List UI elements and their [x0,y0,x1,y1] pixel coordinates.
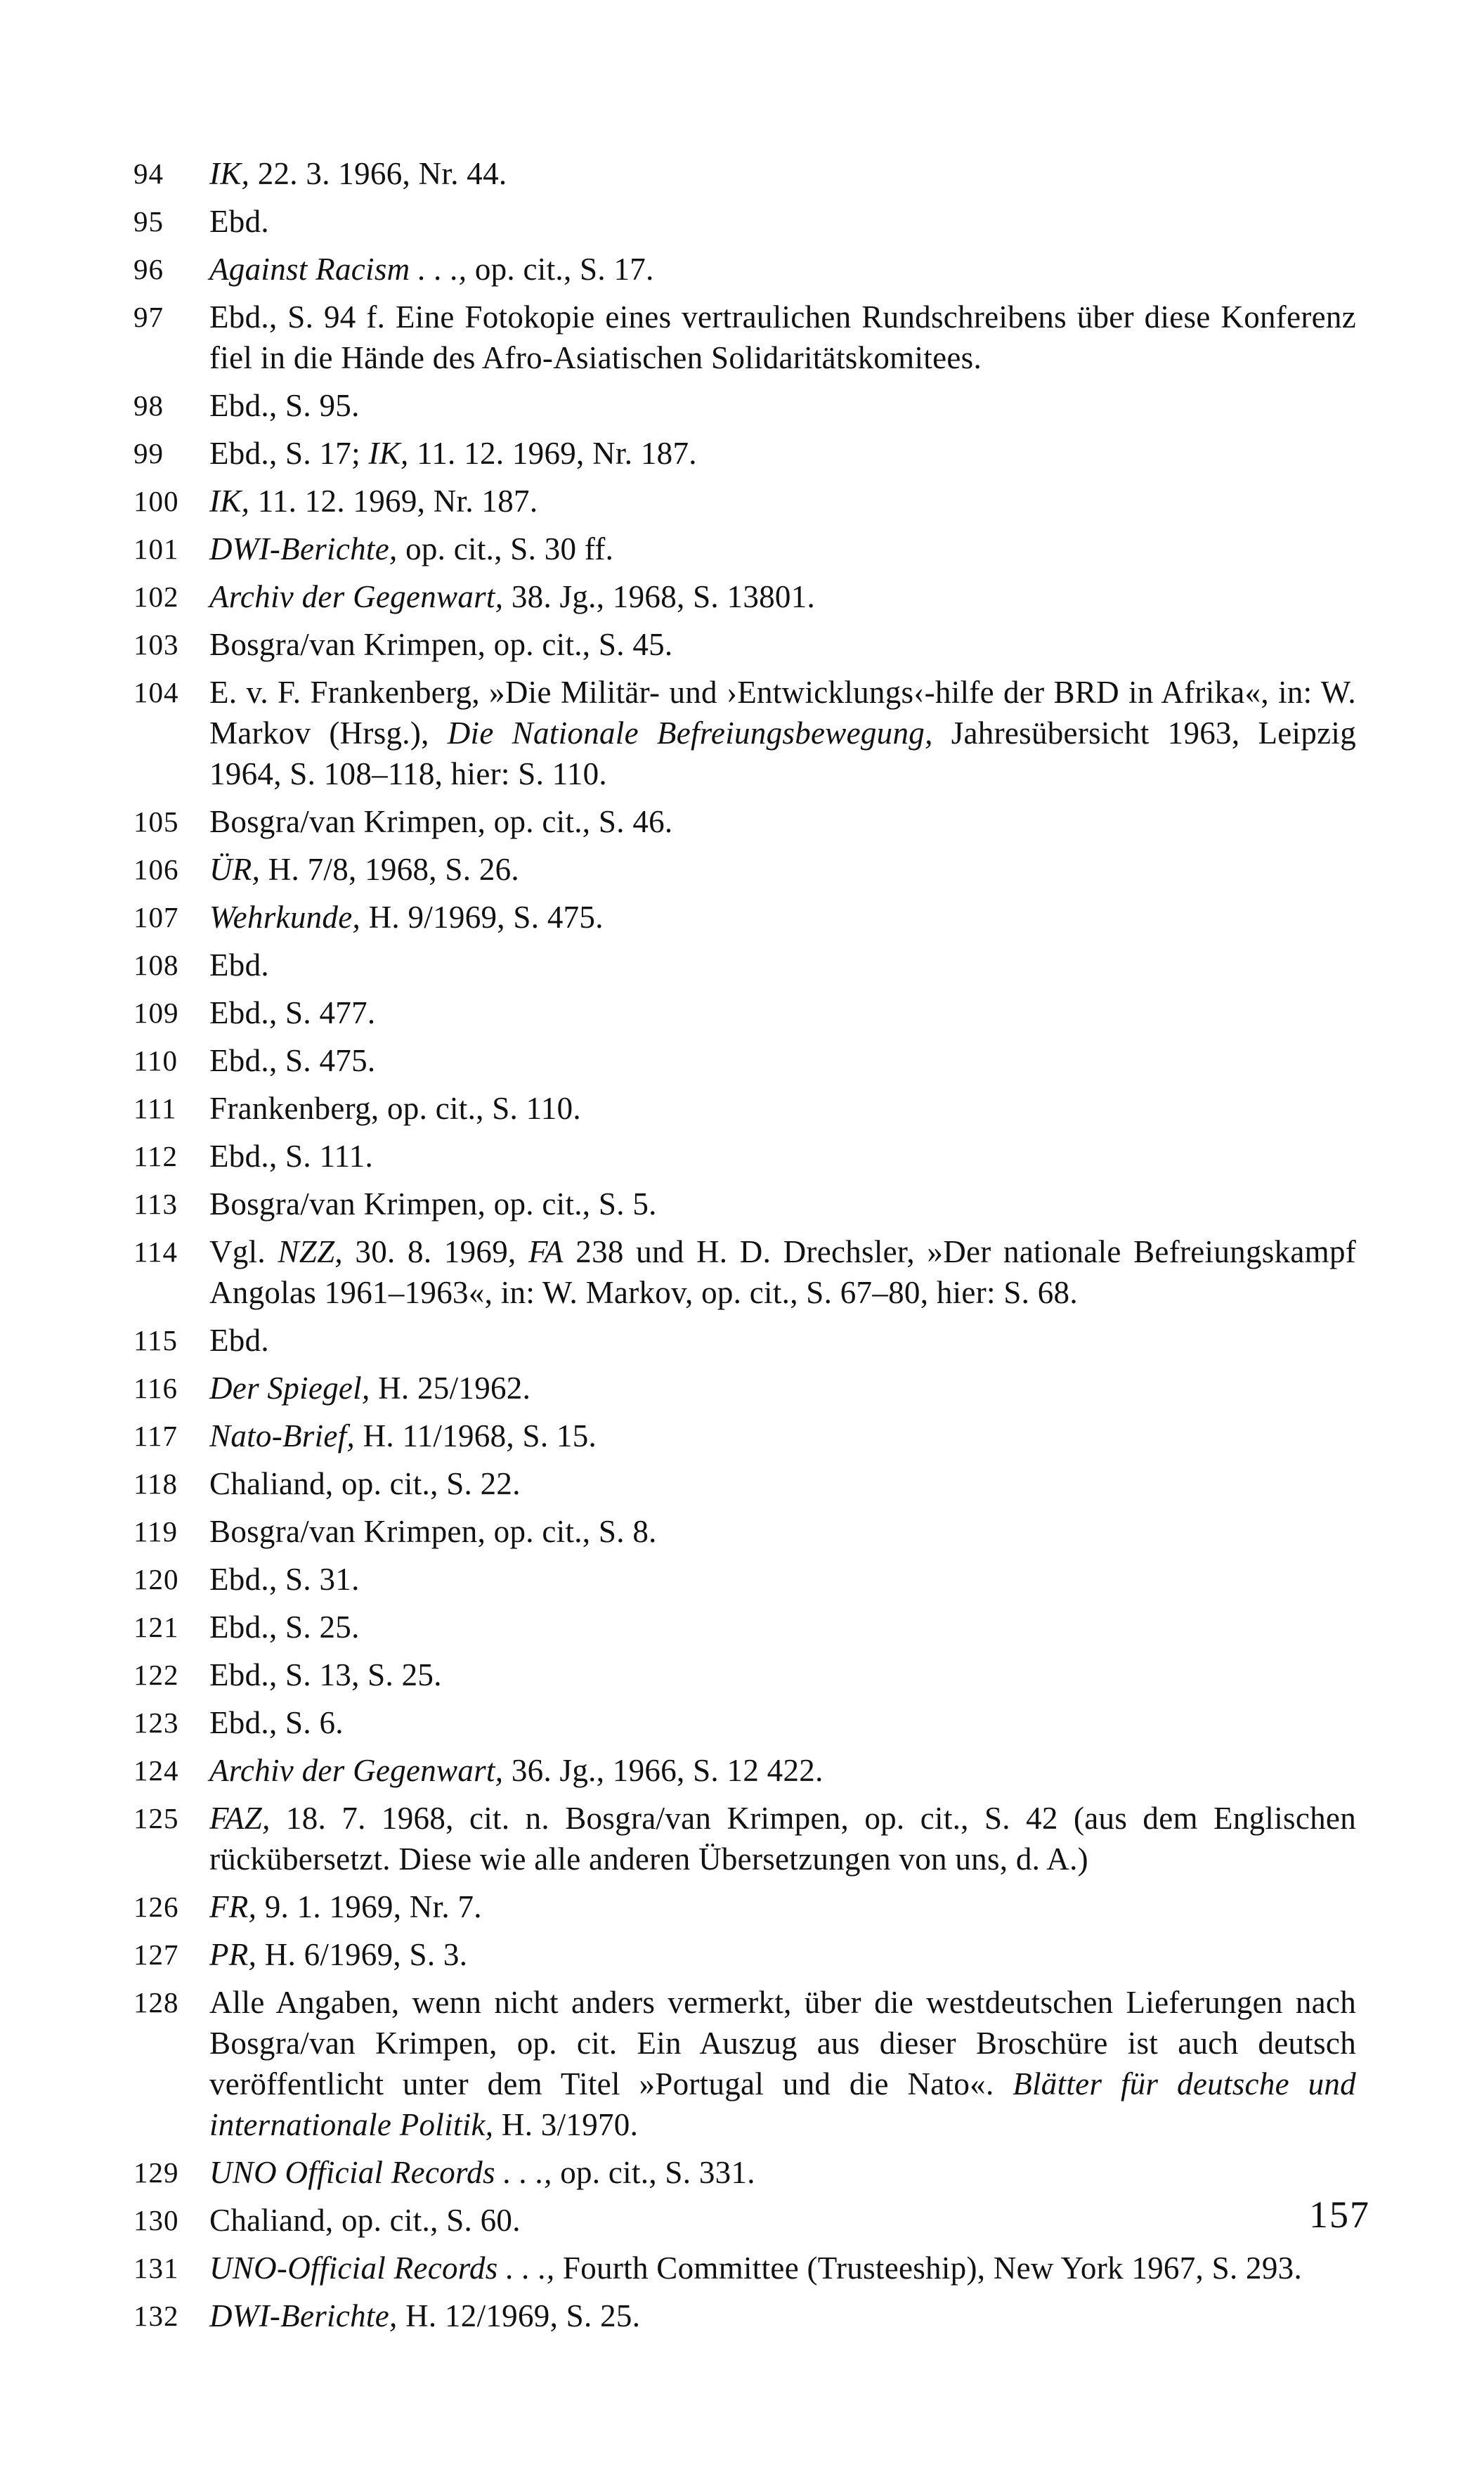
endnote-113 [134,1184,1356,1224]
endnote-text: Ebd. [209,947,269,983]
endnote-text: UNO Official Records . . ., op. cit., S. 331. [209,2155,755,2190]
endnote-107 [134,897,1356,938]
endnote-number: 108 [134,949,179,981]
endnote-number: 131 [134,2252,179,2284]
endnote-number: 104 [134,676,179,708]
endnote-number: 97 [134,301,164,333]
endnote-text: Chaliand, op. cit., S. 22. [209,1466,521,1501]
endnote-number: 129 [134,2156,179,2189]
endnote-number: 103 [134,628,179,661]
endnote-number: 94 [134,157,164,190]
endnote-number: 100 [134,485,179,517]
endnotes-list [134,153,1356,2343]
endnote-114 [134,1231,1356,1313]
endnote-number: 126 [134,1891,179,1923]
endnote-number: 122 [134,1659,179,1691]
endnote-104 [134,672,1356,794]
endnote-text: Chaliand, op. cit., S. 60. [209,2203,521,2238]
endnote-text: Ebd., S. 95. [209,388,360,423]
endnote-number: 120 [134,1563,179,1595]
endnote-number: 123 [134,1706,179,1739]
endnote-119 [134,1511,1356,1552]
endnote-text: Ebd., S. 111. [209,1139,374,1174]
endnote-number: 112 [134,1140,178,1172]
endnote-text: IK, 11. 12. 1969, Nr. 187. [209,484,538,519]
endnote-number: 109 [134,997,179,1029]
endnote-text: DWI-Berichte, H. 12/1969, S. 25. [209,2298,641,2333]
endnote-text: Bosgra/van Krimpen, op. cit., S. 5. [209,1186,657,1222]
endnote-text: Ebd., S. 475. [209,1043,376,1078]
endnote-text: FR, 9. 1. 1969, Nr. 7. [209,1889,482,1924]
endnote-121 [134,1607,1356,1647]
endnote-number: 107 [134,901,179,933]
endnote-131 [134,2248,1356,2288]
endnote-text: Archiv der Gegenwart, 38. Jg., 1968, S. 13801. [209,579,816,614]
endnote-number: 102 [134,581,179,613]
endnote-127 [134,1934,1356,1975]
endnote-number: 113 [134,1188,178,1220]
endnote-number: 118 [134,1468,178,1500]
endnote-number: 106 [134,853,179,886]
endnote-112 [134,1136,1356,1177]
endnote-text: Ebd., S. 94 f. Eine Fotokopie eines vertraulichen Rundschreibens über diese Konferenz fiel in die Hände des Afro-Asiatischen Solidaritätskomitees. [209,299,1356,375]
endnote-number: 110 [134,1044,178,1077]
endnote-number: 96 [134,253,164,285]
endnote-text: Bosgra/van Krimpen, op. cit., S. 45. [209,627,673,662]
endnote-126 [134,1886,1356,1927]
endnote-124 [134,1750,1356,1791]
endnote-text: Wehrkunde, H. 9/1969, S. 475. [209,900,604,935]
endnote-102 [134,576,1356,617]
endnote-number: 127 [134,1938,179,1971]
endnote-number: 128 [134,1986,179,2019]
endnote-100 [134,481,1356,522]
endnote-text: Ebd., S. 13, S. 25. [209,1657,442,1692]
endnote-text: ÜR, H. 7/8, 1968, S. 26. [209,852,519,887]
endnote-number: 99 [134,437,164,469]
endnote-122 [134,1654,1356,1695]
endnote-94 [134,153,1356,194]
endnote-95 [134,201,1356,242]
endnote-number: 121 [134,1611,179,1643]
endnote-109 [134,992,1356,1033]
endnote-text: Ebd., S. 6. [209,1705,344,1740]
endnote-number: 119 [134,1515,178,1548]
endnote-text: Der Spiegel, H. 25/1962. [209,1371,531,1406]
endnote-text: PR, H. 6/1969, S. 3. [209,1937,468,1972]
endnote-125 [134,1798,1356,1879]
endnote-number: 98 [134,389,164,422]
endnote-105 [134,801,1356,842]
endnote-text: FAZ, 18. 7. 1968, cit. n. Bosgra/van Krimpen, op. cit., S. 42 (aus dem Englischen rückübersetzt. Diese wie alle anderen Übersetzungen von uns, d. A.) [209,1801,1356,1877]
endnote-96 [134,249,1356,290]
endnote-number: 132 [134,2300,179,2332]
endnote-111 [134,1088,1356,1129]
endnote-120 [134,1559,1356,1600]
endnote-97 [134,297,1356,378]
endnote-130 [134,2200,1356,2241]
endnote-text: Ebd., S. 17; IK, 11. 12. 1969, Nr. 187. [209,436,697,471]
endnote-text: Bosgra/van Krimpen, op. cit., S. 8. [209,1514,657,1549]
endnote-number: 116 [134,1372,178,1404]
endnote-text: Vgl. NZZ, 30. 8. 1969, FA 238 und H. D. Drechsler, »Der nationale Befreiungskampf Angolas 1961–1963«, in: W. Markov, op. cit., S. 67–80, hier: S. 68. [209,1234,1357,1310]
endnote-text: E. v. F. Frankenberg, »Die Militär- und ›Entwicklungs‹-hilfe der BRD in Afrika«, in: W. Markov (Hrsg.), Die Nationale Befreiungsbewegung, Jahresübersicht 1963, Leipzig 1964, S. 108–118, hier: S. 110. [209,675,1356,791]
endnote-108 [134,945,1356,985]
endnote-text: Ebd., S. 31. [209,1562,360,1597]
endnote-number: 111 [134,1092,177,1125]
endnote-number: 117 [134,1420,178,1452]
endnote-text: Ebd., S. 477. [209,995,376,1030]
endnote-text: Alle Angaben, wenn nicht anders vermerkt, über die westdeutschen Lieferungen nach Bosgra/van Krimpen, op. cit. Ein Auszug aus dieser Broschüre ist auch deutsch veröffentlicht unter dem Titel »Portugal und die Nato«. Blätter für deutsche und internationale Politik, H. 3/1970. [209,1985,1356,2142]
endnote-text: Ebd. [209,1323,269,1358]
endnote-118 [134,1463,1356,1504]
endnote-128 [134,1982,1356,2145]
endnote-106 [134,849,1356,890]
endnote-115 [134,1320,1356,1361]
endnote-number: 95 [134,205,164,238]
endnote-number: 130 [134,2204,179,2236]
endnote-text: Bosgra/van Krimpen, op. cit., S. 46. [209,804,673,839]
endnote-99 [134,433,1356,474]
endnote-98 [134,385,1356,426]
endnote-text: Archiv der Gegenwart, 36. Jg., 1966, S. 12 422. [209,1753,824,1788]
endnote-103 [134,624,1356,665]
endnote-117 [134,1416,1356,1456]
endnote-text: UNO-Official Records . . ., Fourth Committee (Trusteeship), New York 1967, S. 293. [209,2250,1303,2286]
page-number: 157 [1309,2194,1370,2236]
endnote-number: 101 [134,533,179,565]
endnote-text: Nato-Brief, H. 11/1968, S. 15. [209,1418,597,1453]
endnote-123 [134,1702,1356,1743]
endnote-number: 105 [134,805,179,838]
endnote-101 [134,529,1356,569]
endnote-text: Frankenberg, op. cit., S. 110. [209,1091,581,1126]
endnote-116 [134,1368,1356,1408]
endnote-text: IK, 22. 3. 1966, Nr. 44. [209,156,507,191]
endnote-text: Ebd., S. 25. [209,1610,360,1645]
endnote-text: Against Racism . . ., op. cit., S. 17. [209,252,654,287]
endnote-text: Ebd. [209,204,269,239]
endnote-number: 124 [134,1754,179,1787]
endnote-132 [134,2295,1356,2336]
endnote-number: 125 [134,1802,179,1834]
endnote-number: 115 [134,1324,178,1356]
endnote-text: DWI-Berichte, op. cit., S. 30 ff. [209,531,614,566]
endnote-110 [134,1040,1356,1081]
endnote-number: 114 [134,1236,178,1268]
endnote-129 [134,2152,1356,2193]
